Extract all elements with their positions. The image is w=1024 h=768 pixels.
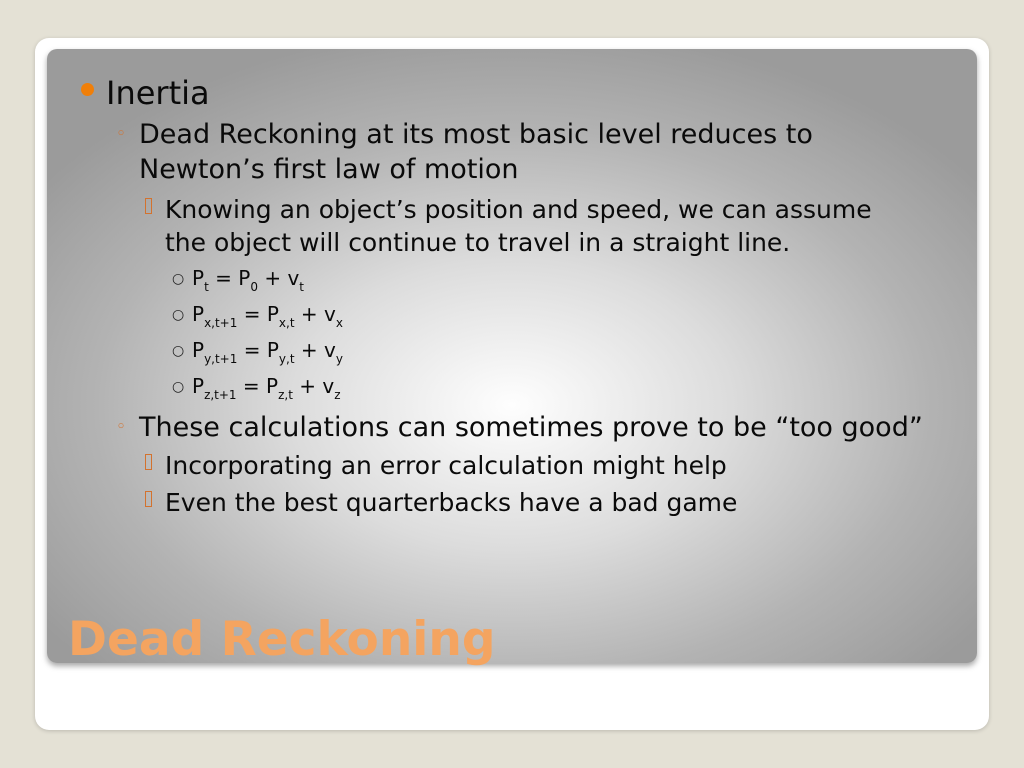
- bullet-dead-reckoning-line2: Newton’s first law of motion: [139, 154, 519, 185]
- level3-bullet-icon: [145, 491, 152, 507]
- level4-bullet-icon: ○: [172, 343, 185, 359]
- level1-bullet-icon: [81, 83, 94, 96]
- equation-position-t: $P_t = P_0 + v_t$: [192, 266, 304, 294]
- bullet-knowing-line2: the object will continue to travel in a straight line.: [165, 228, 791, 257]
- equation-position-x: $P_{x,t+1} = P_{x,t} + v_x$: [192, 302, 343, 330]
- bullet-calculations: These calculations can sometimes prove to be “too good”: [139, 412, 923, 443]
- equation-position-y: $P_{y,t+1} = P_{y,t} + v_y$: [192, 338, 343, 366]
- level4-bullet-icon: ○: [172, 307, 185, 323]
- bullet-inertia: Inertia: [106, 74, 210, 112]
- level4-bullet-icon: ○: [172, 379, 185, 395]
- level2-bullet-icon: ◦: [116, 417, 127, 437]
- level4-bullet-icon: ○: [172, 271, 185, 287]
- bullet-error-calculation: Incorporating an error calculation might help: [165, 451, 727, 480]
- level3-bullet-icon: [145, 198, 152, 214]
- bullet-knowing-line1: Knowing an object’s position and speed, we can assume: [165, 195, 872, 224]
- slide-title: Dead Reckoning: [68, 612, 496, 667]
- equation-position-z: $P_{z,t+1} = P_{z,t} + v_z$: [192, 374, 341, 402]
- bullet-dead-reckoning-line1: Dead Reckoning at its most basic level reduces to: [139, 119, 813, 150]
- level3-bullet-icon: [145, 454, 152, 470]
- level2-bullet-icon: ◦: [116, 124, 127, 144]
- bullet-quarterbacks: Even the best quarterbacks have a bad game: [165, 488, 738, 517]
